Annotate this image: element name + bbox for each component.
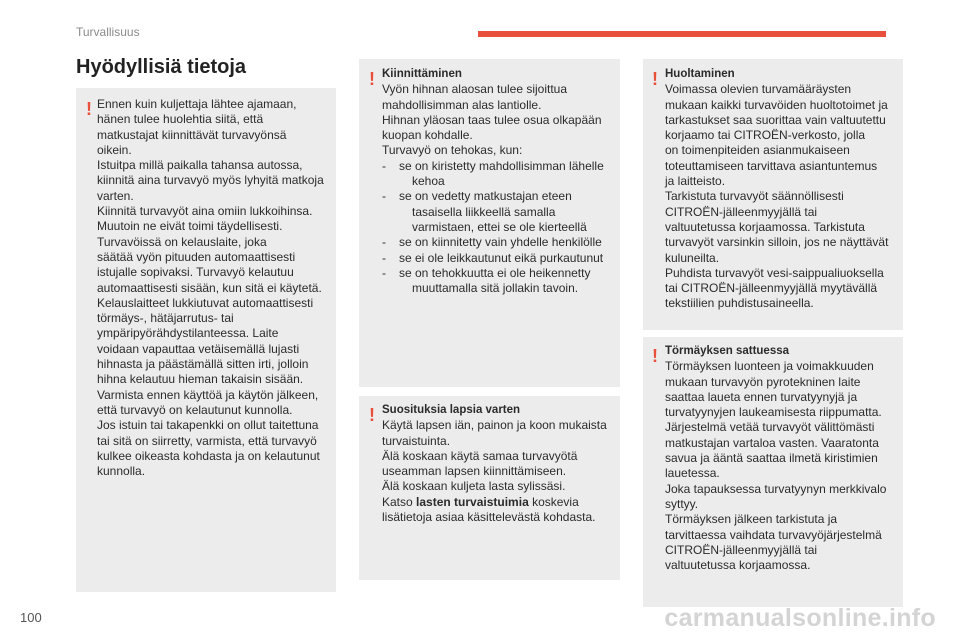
collision-heading: Törmäyksen sattuessa: [665, 345, 790, 357]
bullet-line: se on vedetty matkustajan eteen: [399, 189, 572, 204]
text-line: ympäripyörähdystilanteessa. Laite: [97, 326, 279, 341]
dash-bullet: -: [382, 265, 386, 280]
text-line: Älä koskaan käytä samaa turvavyötä: [382, 448, 578, 463]
text-line: turvavyöt varsinkin silloin, jos ne näyttävät: [665, 235, 889, 250]
bullet-line: se on tehokkuutta ei ole heikennetty: [399, 265, 591, 280]
text-line: Muutoin ne eivät toimi täydellisesti.: [97, 219, 283, 234]
text-line: Törmäyksen jälkeen tarkistuta ja: [665, 512, 838, 527]
info-box-children: [359, 396, 620, 580]
text-line: että turvavyö on kelautunut kunnolla.: [97, 402, 293, 417]
text-line: Varmista ennen käyttöä ja käytön jälkeen,: [97, 387, 319, 402]
text-line: matkustajan vartaloa vasten. Vaaratonta: [665, 435, 879, 450]
text-line: hihna kelautuu hieman takaisin sisään.: [97, 372, 304, 387]
fastening-heading: Kiinnittäminen: [382, 68, 462, 80]
text-line: Törmäyksen luonteen ja voimakkuuden: [665, 359, 874, 374]
text-line: tekstiilien puhdistusaineella.: [665, 296, 814, 311]
exclamation-mark-icon: !: [652, 346, 658, 366]
text-line: lauetessa.: [665, 466, 720, 481]
bullet-line: kehoa: [412, 174, 445, 189]
text-line: korjaamo tai CITROËN-verkosto, jolla: [665, 128, 866, 143]
text-line: kiinnitä aina turvavyö myös lyhyitä matkoja: [97, 173, 324, 188]
bullet-item: [382, 159, 618, 190]
text-line: Järjestelmä vetää turvavyöt välittömästi: [665, 420, 875, 435]
text-line: oikein.: [97, 142, 132, 157]
children-reference-line: Katso lasten turvaistuimia koskevia: [382, 494, 579, 509]
children-text: [382, 403, 618, 525]
text-line: Vyön hihnan alaosan tulee sijoittua: [382, 82, 568, 97]
text-line: Turvavöissä on kelauslaite, joka: [97, 234, 267, 249]
text-line: valtuutetussa korjaamossa.: [665, 558, 811, 573]
info-box-maintenance: [643, 59, 903, 330]
section-header: Turvallisuus: [76, 25, 140, 39]
text-line: tarkastukset saa suorittaa vain valtuutettu: [665, 112, 886, 127]
text-line: kuluneilta.: [665, 250, 720, 265]
text-line: tai CITROËN-jälleenmyyjällä myytävällä: [665, 281, 878, 296]
children-last-line: lisätietoja asiaa käsittelevästä kohdasta.: [382, 510, 596, 525]
dash-bullet: -: [382, 235, 386, 250]
text-line: on toimenpiteiden asianmukaiseen: [665, 143, 850, 158]
text-line: Kiinnitä turvavyöt aina omiin lukkoihinsa.: [97, 204, 313, 219]
text-line: automaattisesti sisään, kun sitä ei käytetä.: [97, 280, 322, 295]
text-line: mahdollisimman alas lantiolle.: [382, 97, 542, 112]
accent-bar: [478, 31, 886, 37]
watermark: carmanualsonline.info: [664, 604, 936, 632]
dash-bullet: -: [382, 158, 386, 173]
page-number: 100: [20, 610, 42, 625]
text-line: useamman lapsen kiinnittämiseen.: [382, 464, 567, 479]
text-line: Voimassa olevien turvamääräysten: [665, 82, 852, 97]
bullet-line: muuttamalla sitä jollakin tavoin.: [412, 281, 579, 296]
text-line: toteuttamiseen tarvittava asiantuntemus: [665, 158, 878, 173]
exclamation-mark-icon: !: [86, 99, 92, 119]
bullet-line: tasaisella liikkeellä samalla: [412, 204, 556, 219]
text-line: Kelauslaitteet lukkiutuvat automaattisesti: [97, 295, 314, 310]
bullet-line: varmistaen, ettei se ole kierteellä: [412, 219, 587, 234]
bullet-line: se on kiristetty mahdollisimman lähelle: [399, 158, 604, 173]
text-line: ja laitteisto.: [665, 174, 726, 189]
text-line: savua ja ääntä saattaa ilmetä kiristimien: [665, 451, 878, 466]
text-line: CITROËN-jälleenmyyjällä tai: [665, 204, 818, 219]
text-line: säätää vyön pituuden automaattisesti: [97, 249, 296, 264]
general-info-text: [97, 97, 333, 479]
page-title: Hyödyllisiä tietoja: [76, 56, 247, 78]
text-line: istujalle sopivaksi. Turvavyö kelautuu: [97, 265, 294, 280]
bullet-item: [382, 266, 618, 297]
text-line: voidaan vapauttaa vetäisemällä lujasti: [97, 341, 300, 356]
text-line: kunnolla.: [97, 464, 146, 479]
text-line: kulkee oikeasta kohdasta ja on kelautunut: [97, 448, 320, 463]
text-line: Ennen kuin kuljettaja lähtee ajamaan,: [97, 97, 297, 111]
text-line: törmäys-, hätäjarrutus- tai: [97, 311, 234, 326]
text-line: Puhdista turvavyöt vesi-saippualiuoksella: [665, 265, 884, 280]
dash-bullet: -: [382, 250, 386, 265]
collision-text: [665, 344, 901, 573]
text-line: Jos istuin tai takapenkki on ollut taitettuna: [97, 418, 319, 433]
text-line: Käytä lapsen iän, painon ja koon mukaista: [382, 418, 607, 433]
fastening-text: [382, 67, 618, 296]
text-line: CITROËN-jälleenmyyjällä tai: [665, 542, 818, 557]
text-line: kuopan kohdalle.: [382, 128, 473, 143]
bullet-line: se ei ole leikkautunut eikä purkautunut: [399, 250, 604, 265]
text-line: Hihnan yläosan taas tulee osua olkapään: [382, 112, 602, 127]
bullet-item: [382, 251, 618, 266]
exclamation-mark-icon: !: [369, 69, 375, 89]
exclamation-mark-icon: !: [369, 405, 375, 425]
text-line: matkustajat kiinnittävät turvavyönsä: [97, 127, 287, 142]
exclamation-mark-icon: !: [652, 69, 658, 89]
info-box-collision: [643, 337, 903, 607]
maintenance-heading: Huoltaminen: [665, 68, 735, 80]
text-line: hihnasta ja päästämällä sitten irti, jolloin: [97, 357, 309, 372]
text-line: tarvittaessa vaihdata turvavyöjärjestelmä: [665, 527, 882, 542]
maintenance-text: [665, 67, 901, 312]
children-heading: Suosituksia lapsia varten: [382, 404, 521, 416]
child-seats-link[interactable]: lasten turvaistuimia: [416, 494, 529, 509]
text-line: Tarkistuta turvavyöt säännöllisesti: [665, 189, 844, 204]
bullet-line: se on kiinnitetty vain yhdelle henkilölle: [399, 235, 602, 250]
bullet-item: [382, 189, 618, 235]
bullet-item: [382, 235, 618, 250]
text-line: Istuitpa millä paikalla tahansa autossa,: [97, 158, 303, 173]
text-line: tai sitä on siirretty, varmista, että turvavyö: [97, 433, 317, 448]
text-line: Älä koskaan kuljeta lasta sylissäsi.: [382, 479, 566, 494]
text-line: hänen tulee huolehtia siitä, että: [97, 112, 264, 127]
text-line: turvaistuinta.: [382, 433, 451, 448]
dash-bullet: -: [382, 189, 386, 204]
text-line: valtuutetussa korjaamossa. Tarkistuta: [665, 219, 865, 234]
text-line: mukaan turvavyön pyrotekninen laite: [665, 374, 861, 389]
text-line: Turvavyö on tehokas, kun:: [382, 143, 523, 158]
info-box-general: [76, 88, 336, 592]
text-line: mukaan kaikki turvavöiden huoltotoimet ja: [665, 97, 888, 112]
text-line: saattaa laueta ennen turvatyynyjä ja: [665, 389, 858, 404]
text-line: turvatyynyjen laukeamisesta riippumatta.: [665, 405, 882, 420]
text-line: Joka tapauksessa turvatyynyn merkkivalo: [665, 481, 887, 496]
text-line: varten.: [97, 188, 134, 203]
info-box-fastening: [359, 59, 620, 387]
text-line: syttyy.: [665, 496, 699, 511]
